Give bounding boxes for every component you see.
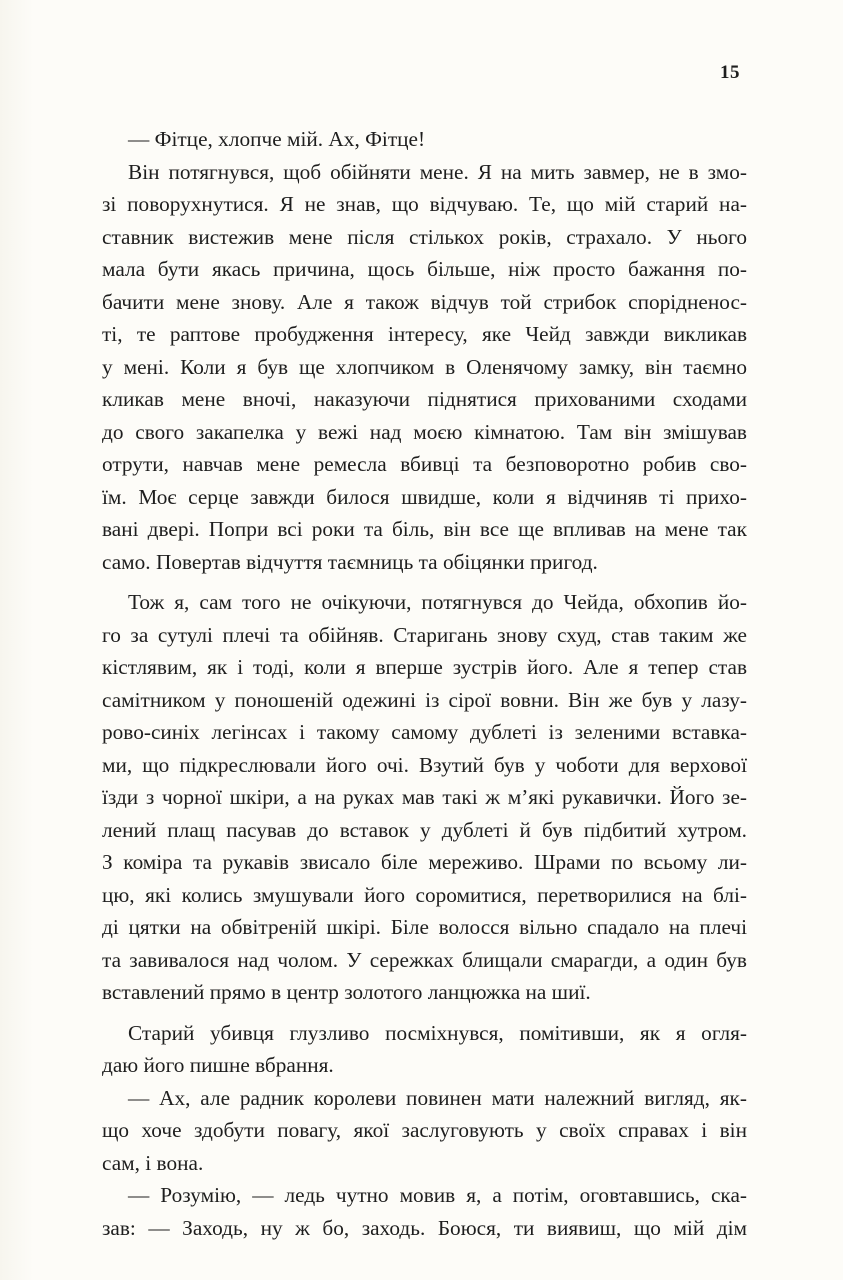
text-line: лений плащ пасував до вставок у дублеті й був підбитий хутром. (102, 817, 747, 842)
text-line: мала бути якась причина, щось більше, ніж просто бажання по- (102, 257, 747, 281)
text-line: Він потягнувся, щоб обійняти мене. Я на мить завмер, не в змо- (128, 159, 747, 184)
text-line: та завивалося над чолом. У сережках блищали смарагди, а один був (102, 947, 747, 972)
text-line: їм. Моє серце завжди билося швидше, коли я відчиняв ті прихо- (102, 484, 747, 509)
text-line: ті, те раптове пробудження інтересу, яке Чейд завжди викликав (102, 322, 747, 346)
text-line: — Розумію, — ледь чутно мовив я, а потім, оговтавшись, ска- (128, 1183, 747, 1207)
text-line: зав: — Заходь, ну ж бо, заходь. Боюся, ти виявиш, що мій дім (102, 1215, 747, 1240)
text-line: З коміра та рукавів звисало біле мереживо. Шрами по всьому ли- (102, 850, 747, 874)
text-line: ставник вистежив мене після стількох років, страхало. У нього (102, 224, 747, 249)
text-line: до свого закапелка у вежі над моєю кімнатою. Там він змішував (102, 419, 747, 444)
text-line: у мені. Коли я був ще хлопчиком в Оленячому замку, він таємно (102, 354, 747, 379)
text-line: — Ах, але радник королеви повинен мати належний вигляд, як- (128, 1085, 747, 1110)
page-number: 15 (720, 62, 740, 83)
text-line: рово-синіх легінсах і такому самому дублеті із зеленими вставка- (102, 720, 747, 744)
page-text (102, 123, 747, 1244)
text-line: кликав мене вночі, наказуючи піднятися прихованими сходами (102, 387, 747, 411)
text-line: ді цятки на обвітреній шкірі. Біле волосся вільно спадало на плечі (102, 915, 747, 939)
text-line: кістлявим, як і тоді, коли я вперше зустрів його. Але я тепер став (102, 655, 747, 679)
text-line: зі поворухнутися. Я не знав, що відчуваю. Те, що мій старий на- (102, 192, 747, 216)
text-line: цю, які колись змушували його соромитися, перетворилися на блі- (102, 882, 747, 907)
text-line: даю його пишне вбрання. (102, 1053, 334, 1077)
text-line: само. Повертав відчуття таємниць та обіцянки пригод. (102, 549, 598, 574)
text-line: Тож я, сам того не очікуючи, потягнувся до Чейда, обхопив йо- (128, 590, 747, 614)
text-line: го за сутулі плечі та обійняв. Старигань знову схуд, став таким же (102, 622, 747, 647)
text-line: сам, і вона. (102, 1150, 204, 1175)
text-line: ми, що підкреслювали його очі. Взутий був у чоботи для верхової (102, 752, 747, 777)
text-line: бачити мене знову. Але я також відчув той стрибок спорідненос- (102, 289, 747, 314)
text-line: їзди з чорної шкіри, а на руках мав такі ж м’які рукавички. Його зе- (102, 785, 747, 809)
text-line: що хоче здобути повагу, якої заслуговують у своїх справах і він (102, 1118, 747, 1142)
text-line: самітником у поношеній одежині із сірої вовни. Він же був у лазу- (102, 687, 747, 712)
text-line: вставлений прямо в центр золотого ланцюжка на шиї. (102, 980, 591, 1004)
text-line: Старий убивця глузливо посміхнувся, помітивши, як я огля- (128, 1020, 747, 1045)
text-line: вані двері. Попри всі роки та біль, він все ще впливав на мене так (102, 517, 747, 541)
text-line: отрути, навчав мене ремесла вбивці та безповоротно робив сво- (102, 452, 747, 476)
text-line: — Фітце, хлопче мій. Ах, Фітце! (128, 127, 426, 151)
